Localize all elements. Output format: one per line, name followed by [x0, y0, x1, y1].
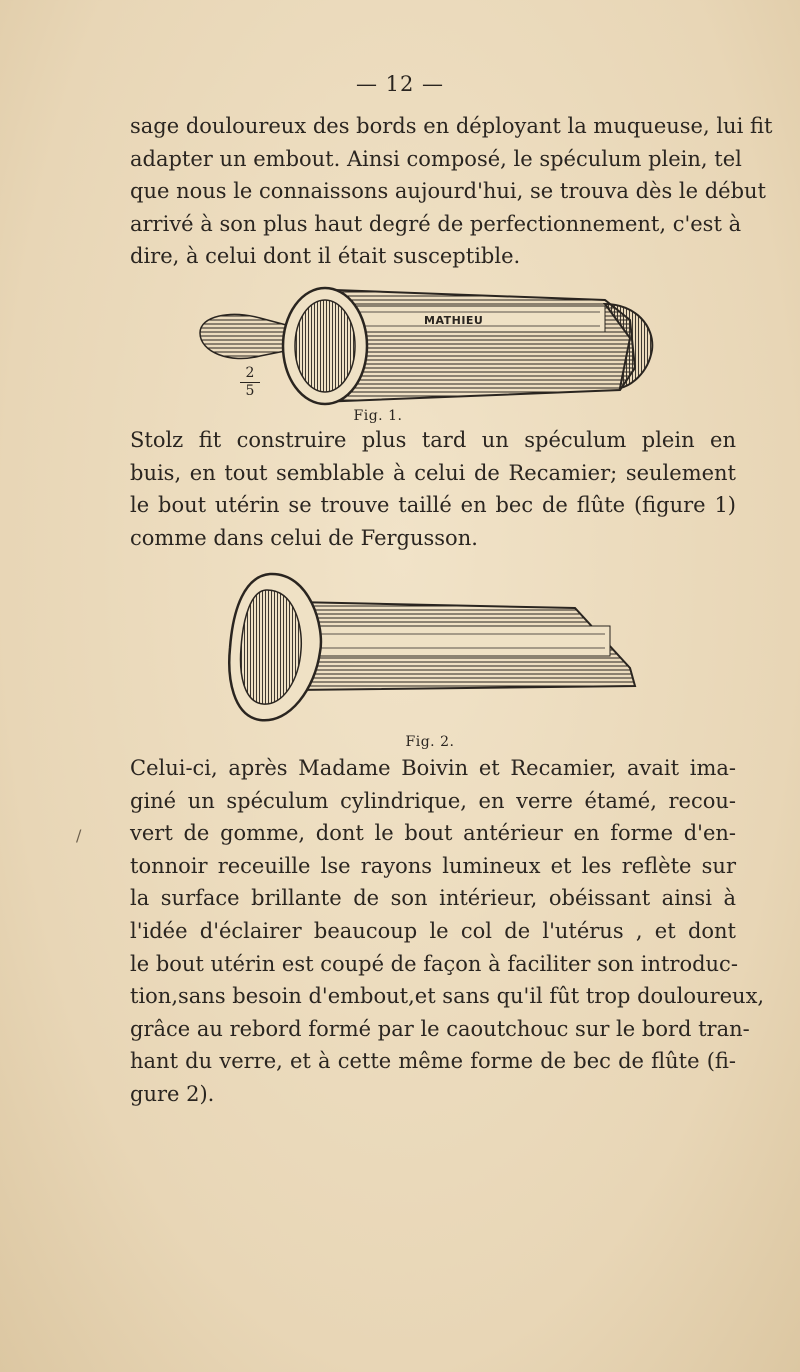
text-line: arrivé à son plus haut degré de perfectionnement, c'est à [130, 211, 742, 236]
text-line: le bout utérin se trouve taillé en bec de flûte (figure 1) [130, 493, 736, 518]
margin-mark: / [76, 826, 82, 845]
scale-denominator: 5 [245, 383, 255, 399]
text-line: hant du verre, et à cette même forme de bec de flûte (fi- [130, 1049, 736, 1074]
text-line: Stolz fit construire plus tard un spéculum plein en [130, 428, 736, 452]
text-line: tion,sans besoin d'embout,et sans qu'il fût trop douloureux, [130, 984, 765, 1009]
text-line: buis, en tout semblable à celui de Recamier; seulement [130, 460, 736, 485]
paragraph-1 [130, 110, 773, 273]
text-line: le bout utérin est coupé de façon à faciliter son introduc- [130, 951, 738, 976]
paragraph-2 [130, 424, 736, 554]
text-line: gure 2). [130, 1081, 215, 1106]
figure-2-caption: Fig. 2. [405, 734, 455, 750]
paragraph-3 [130, 752, 765, 1111]
text-line: tonnoir receuille lse rayons lumineux et les reflète sur [130, 853, 736, 878]
page-number: — 12 — [355, 72, 445, 96]
engraved-maker-label: MATHIEU [424, 314, 484, 327]
text-line: l'idée d'éclairer beaucoup le col de l'utérus , et dont [130, 918, 736, 943]
text-line: comme dans celui de Fergusson. [130, 525, 478, 550]
scale-fraction [238, 366, 262, 399]
text-line: que nous le connaissons aujourd'hui, se trouva dès le début [130, 179, 766, 204]
figure-2-speculum-illustration [225, 568, 645, 726]
text-line: giné un spéculum cylindrique, en verre étamé, recou- [130, 788, 736, 813]
scale-numerator: 2 [245, 365, 255, 381]
text-line: adapter un embout. Ainsi composé, le spéculum plein, tel [130, 146, 742, 171]
text-line: la surface brillante de son intérieur, obéissant ainsi à [130, 886, 736, 911]
text-line: dire, à celui dont il était susceptible. [130, 244, 521, 269]
text-line: vert de gomme, dont le bout antérieur en forme d'en- [130, 821, 736, 846]
text-line: Celui-ci, après Madame Boivin et Recamier, avait ima- [130, 756, 736, 780]
text-line: sage douloureux des bords en déployant la muqueuse, lui fit [130, 114, 773, 138]
figure-1-caption: Fig. 1. [353, 408, 403, 424]
text-line: grâce au rebord formé par le caoutchouc sur le bord tran- [130, 1016, 750, 1041]
